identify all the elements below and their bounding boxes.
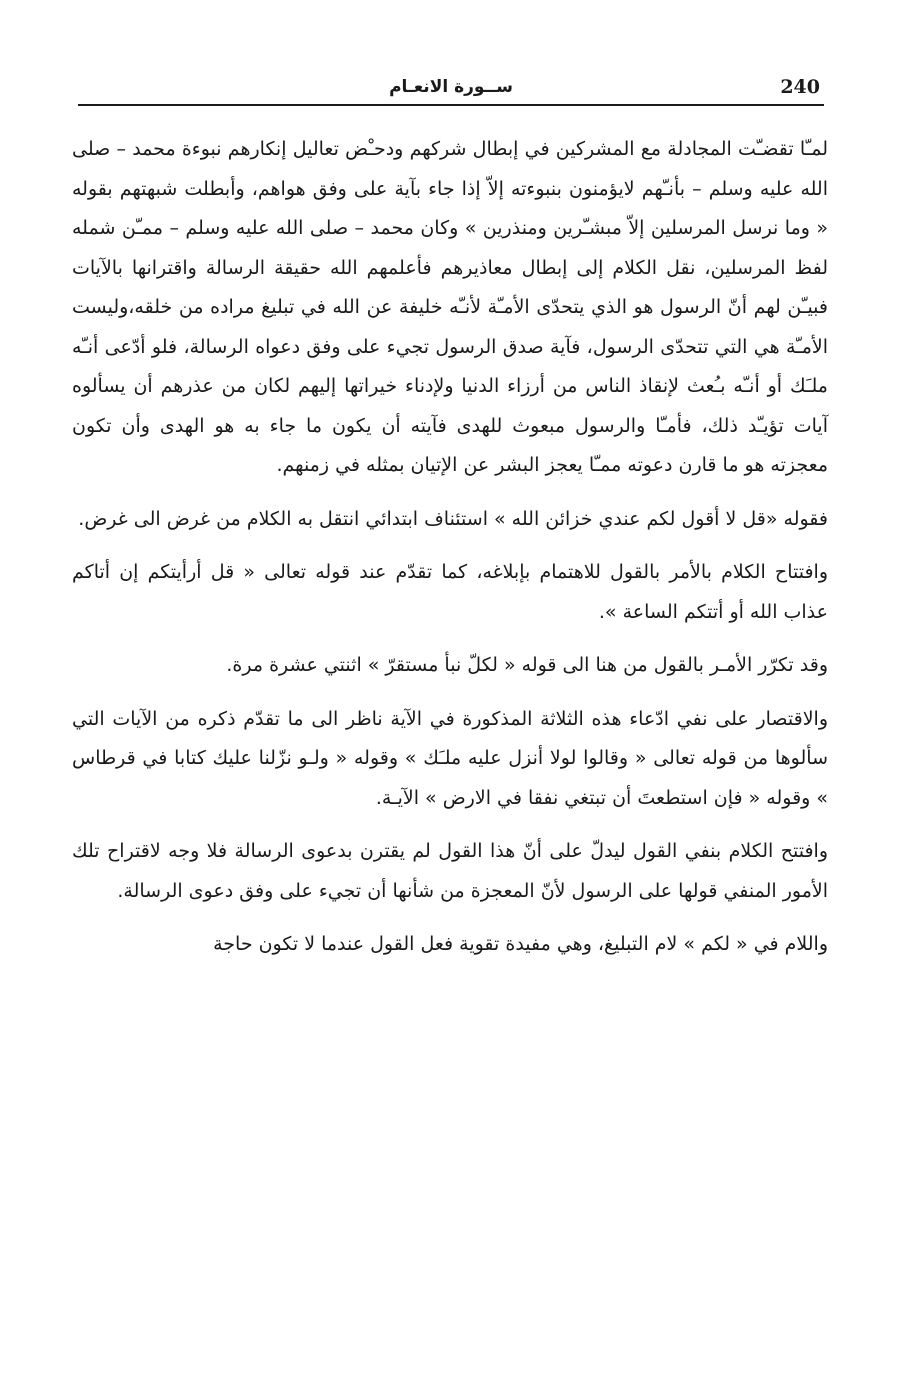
paragraph-6: وافتتح الكلام بنفي القول ليدلّ على أنّ هذا القول لم يقترن بدعوى الرسالة فلا وجه لاقتراح تلك الأمور المنفي قولها على الرسول لأنّ المعجزة من شأنها أن تجيء على وفق دعوى الرسالة. [72, 840, 828, 902]
page-header [78, 74, 824, 106]
paragraph-5: والاقتصار على نفي ادّعاء هذه الثلاثة المذكورة في الآية ناظر الى ما تقدّم ذكره من الآيات التي سألوها من قوله تعالى « وقالوا لولا أنزل عليه ملـَك » وقوله « ولـو نزّلنا عليك كتابا في قرطاس » وقوله « فإن استطعتَ أن تبتغي نفقا في الارض » الآيـة. [72, 707, 828, 809]
paragraph-3: وافتتاح الكلام بالأمر بالقول للاهتمام بإبلاغه، كما تقدّم عند قوله تعالى « قل أرأيتكم إن أتاكم عذاب الله أو أتتكم الساعة ». [72, 561, 828, 623]
paragraph-4: وقد تكرّر الأمـر بالقول من هنا الى قوله « لكلّ نبأ مستقرّ » اثنتي عشرة مرة. [226, 654, 828, 676]
paragraph-1: لمـّا تقضـّت المجادلة مع المشركين في إبطال شركهم ودحـْض تعاليل إنكارهم نبوءة محمد – صلى الله عليه وسلم – بأنـّهم لايؤمنون بنبوءته إلاّ إذا جاء بآية على وفق هواهم، وأبطلت شبهتهم بقوله « وما نرسل المرسلين إلاّ مبشـّرين ومنذرين » وكان محمد – صلى الله عليه وسلم – ممـّن شمله لفظ المرسلين، نقل الكلام إلى إبطال معاذيرهم فأعلمهم الله حقيقة الرسالة واقترانها بالآيات فبيـّن لهم أنّ الرسول هو الذي يتحدّى الأمـّة لأنـّه خليفة عن الله في تبليغ مراده من خلقه،وليست الأمـّة هي التي تتحدّى الرسول، فآية صدق الرسول تجيء على وفق دعواه الرسالة، فلو أدّعى أنـّه ملـَك أو أنـّه بـُعث لإنقاذ الناس من أرزاء الدنيا ولإدناء خيراتها إليهم لكان من عذرهم أن يسألوه آيات تؤيـّد ذلك، فأمـّا والرسول مبعوث للهدى فآيته أن يكون ما جاء به هو الهدى وأن تكون معجزته هو ما قارن دعوته ممـّا يعجز البشر عن الإتيان بمثله في زمنهم. [72, 138, 828, 476]
paragraph-2: فقوله «قل لا أقول لكم عندي خزائن الله » استئناف ابتدائي انتقل به الكلام من غرض الى غرض. [78, 507, 828, 530]
paragraph-7: واللام في « لكم » لام التبليغ، وهي مفيدة تقوية فعل القول عندما لا تكون حاجة [213, 933, 828, 955]
page-number: 240 [780, 76, 820, 98]
body-text [72, 130, 828, 979]
surah-title: ســورة الانعـام [389, 77, 513, 97]
